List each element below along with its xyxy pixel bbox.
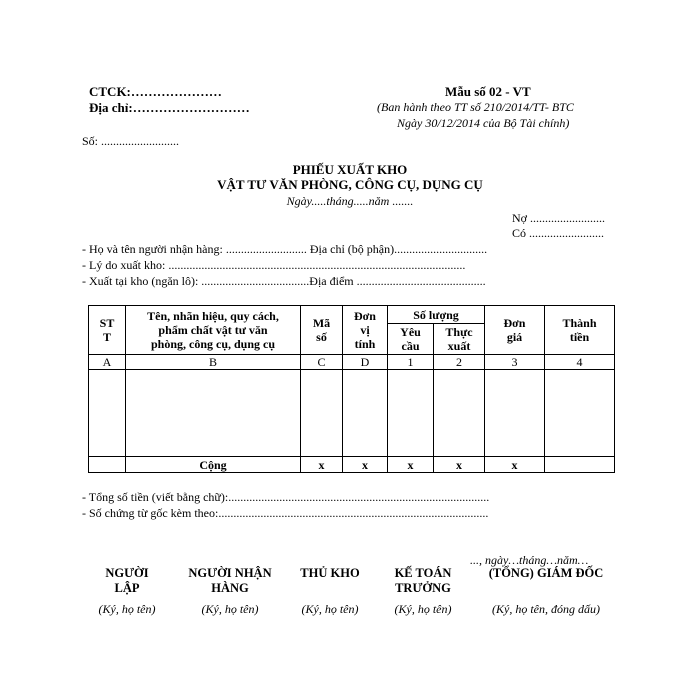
total-mark: x: [343, 457, 388, 473]
col-header-name: Tên, nhãn hiệu, quy cách, phẩm chất vật tư văn phòng, công cụ, dụng cụ: [126, 306, 301, 355]
ctck-field: CTCK:…………………: [89, 84, 222, 99]
entry-cell[interactable]: [485, 370, 545, 457]
code-cell: A: [89, 355, 126, 370]
col-header-unit-price: Đơn giá: [485, 306, 545, 355]
debit-account: Nợ .........................: [512, 211, 606, 225]
signature-preparer: NGƯỜI LẬP (Ký, họ tên): [98, 566, 156, 616]
total-label: Cộng: [126, 457, 301, 473]
code-cell: C: [301, 355, 343, 370]
code-cell: 1: [388, 355, 434, 370]
entry-cell[interactable]: [301, 370, 343, 457]
issued-by-line1: (Ban hành theo TT số 210/2014/TT- BTC: [377, 100, 574, 114]
sign-date-line: ..., ngày…tháng…năm…: [470, 553, 589, 567]
form-number: Mẫu số 02 - VT: [445, 84, 531, 99]
reason-line: - Lý do xuất kho: ...................................................................................................: [82, 258, 466, 272]
total-cell: [89, 457, 126, 473]
total-row: [89, 457, 615, 473]
total-mark: x: [434, 457, 485, 473]
col-header-stt: ST T: [89, 306, 126, 355]
receiver-line: - Họ và tên người nhận hàng: ........................... Địa chỉ (bộ phận)...............................: [82, 242, 488, 256]
document-number: Số: ..........................: [82, 134, 180, 148]
col-header-requested: Yêu cầu: [388, 324, 434, 355]
signature-storekeeper: THỦ KHO (Ký, họ tên): [300, 566, 360, 616]
goods-table: [88, 305, 615, 473]
credit-account: Có .........................: [512, 226, 605, 240]
col-header-unit: Đơn vị tính: [343, 306, 388, 355]
signature-director: (TỔNG) GIÁM ĐỐC (Ký, họ tên, đóng dấu): [488, 566, 604, 616]
code-cell: D: [343, 355, 388, 370]
code-cell: 2: [434, 355, 485, 370]
col-header-quantity: Số lượng: [388, 306, 485, 324]
document-subtitle: VẬT TƯ VĂN PHÒNG, CÔNG CỤ, DỤNG CỤ: [217, 177, 483, 192]
total-mark: x: [485, 457, 545, 473]
col-header-amount: Thành tiền: [545, 306, 615, 355]
code-cell: B: [126, 355, 301, 370]
entry-row: [89, 370, 615, 457]
entry-cell[interactable]: [89, 370, 126, 457]
entry-cell[interactable]: [388, 370, 434, 457]
total-in-words-line: - Tổng số tiền (viết bằng chữ):.......................................................................................: [82, 490, 490, 504]
total-mark: x: [388, 457, 434, 473]
issued-by-line2: Ngày 30/12/2014 của Bộ Tài chính): [397, 116, 570, 130]
code-cell: 3: [485, 355, 545, 370]
entry-cell[interactable]: [343, 370, 388, 457]
document-title: PHIẾU XUẤT KHO: [292, 162, 408, 177]
warehouse-line: - Xuất tại kho (ngăn lô): ....................................Địa điểm ...........................................: [82, 274, 486, 288]
col-header-actual: Thực xuất: [434, 324, 485, 355]
document-date: Ngày.....tháng.....năm .......: [286, 194, 414, 208]
signature-chief-accountant: KẾ TOÁN TRƯỞNG (Ký, họ tên): [394, 566, 452, 616]
address-field: Địa chỉ:………………………: [89, 100, 250, 115]
signature-receiver: NGƯỜI NHẬN HÀNG (Ký, họ tên): [188, 566, 272, 616]
entry-cell[interactable]: [126, 370, 301, 457]
attached-docs-line: - Số chứng từ gốc kèm theo:..........................................................................................: [82, 506, 489, 520]
total-amount[interactable]: [545, 457, 615, 473]
total-mark: x: [301, 457, 343, 473]
entry-cell[interactable]: [545, 370, 615, 457]
col-header-code: Mã số: [301, 306, 343, 355]
code-row: [89, 355, 615, 370]
code-cell: 4: [545, 355, 615, 370]
entry-cell[interactable]: [434, 370, 485, 457]
